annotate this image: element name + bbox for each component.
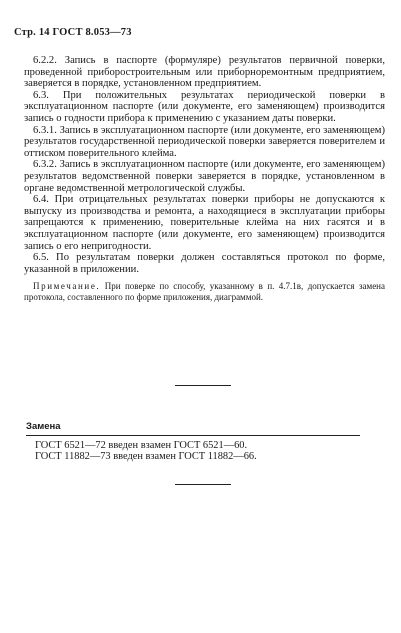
paragraph-6-3: 6.3. При положительных результатах периодической поверки в эксплуатационном паспорте (или документе, его заменяющем) производится запись о годности прибора к применению с указанием даты поверки. <box>24 89 385 124</box>
paragraph-6-3-1: 6.3.1. Запись в эксплуатационном паспорте (или документе, его заменяющем) результатов государственной периодической поверки заверяется поверителем и оттиском поверительного клейма. <box>24 124 385 159</box>
note-label: Примечание. <box>33 281 101 292</box>
page-header: Стр. 14 ГОСТ 8.053—73 <box>14 27 132 38</box>
replacement-line: ГОСТ 11882—73 введен взамен ГОСТ 11882—66. <box>35 451 257 463</box>
note-text: При поверке по способу, указанному в п. 4.7.1в, допускается замена протокола, составленного по форме приложения, диаграммой. <box>24 281 385 302</box>
separator-rule <box>175 484 231 485</box>
replacement-section <box>26 421 326 463</box>
replacement-line: ГОСТ 6521—72 введен взамен ГОСТ 6521—60. <box>35 440 248 451</box>
paragraph-6-4: 6.4. При отрицательных результатах поверки приборы не допускаются к выпуску из производства и ремонта, а находящиеся в эксплуатации приборы запрещаются к применению, поверительные клейма на них гасятся и в эксплуатационном паспорте (или документе, его заменяющем) производится запись о его непригодности. <box>24 194 385 252</box>
paragraph-6-5: 6.5. По результатам поверки должен составляться протокол по форме, указанной в приложении. <box>24 252 385 275</box>
separator-rule <box>175 385 231 386</box>
main-text <box>24 55 385 302</box>
note <box>24 281 385 302</box>
paragraph-6-3-2: 6.3.2. Запись в эксплуатационном паспорте (или документе, его заменяющем) результатов ведомственной поверки заверяется в порядке, установленном в органе ведомственной метрологической службы. <box>24 159 385 194</box>
replacement-title-underline <box>26 435 360 436</box>
paragraph-6-2-2: 6.2.2. Запись в паспорте (формуляре) результатов первичной поверки, проведенной приборостроительным или приборноремонтным предприятием, заверяется в порядке, установленном предприятием. <box>24 55 385 90</box>
replacement-title: Замена <box>26 421 61 432</box>
